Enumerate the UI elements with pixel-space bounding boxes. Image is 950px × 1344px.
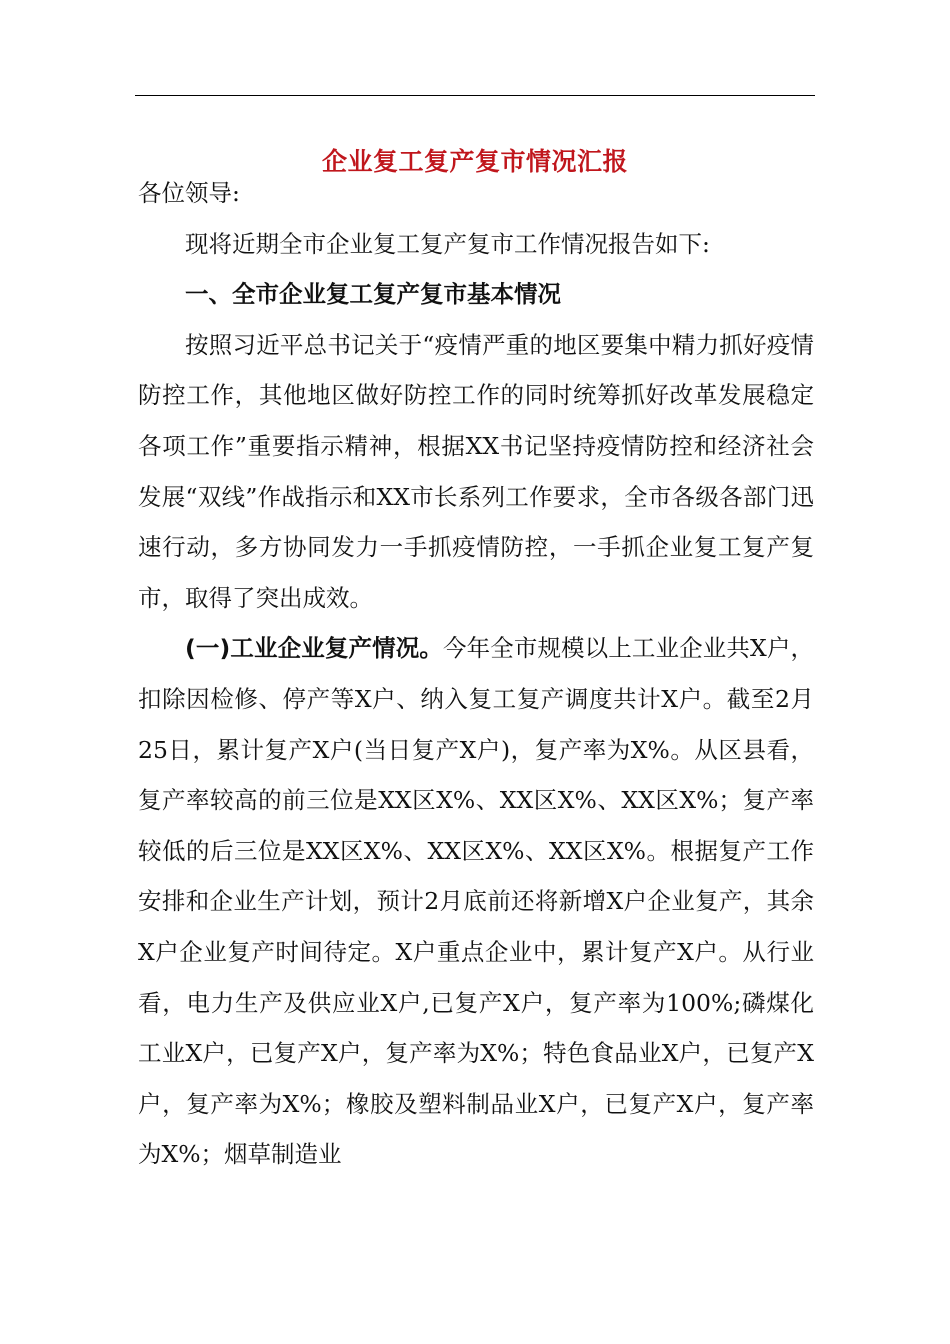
document-title: 企业复工复产复市情况汇报: [321, 147, 628, 176]
section-heading: 一、全市企业复工复产复市基本情况: [185, 280, 561, 309]
document-body: [138, 168, 814, 1180]
section-paragraph: 按照习近平总书记关于“疫情严重的地区要集中精力抓好疫情防控工作，其他地区做好防控工作的同时统筹抓好改革发展稳定各项工作”重要指示精神，根据XX书记坚持疫情防控和经济社会发展“双线”作战指示和XX市长系列工作要求，全市各级各部门迅速行动，多方协同发力一手抓疫情防控，一手抓企业复工复产复市，取得了突出成效。: [138, 330, 814, 612]
salutation: 各位领导:: [138, 179, 240, 207]
intro-paragraph: 现将近期全市企业复工复产复市工作情况报告如下:: [185, 229, 710, 258]
header-rule: [135, 95, 815, 96]
subsection-text: 今年全市规模以上工业企业共X户，扣除因检修、停产等X户、纳入复工复产调度共计X户。截至2月25日，累计复产X户(当日复产X户)，复产率为X%。从区县看，复产率较高的前三位是XX区X%、XX区X%、XX区X%；复产率较低的后三位是XX区X%、XX区X%、XX区X%。根据复产工作安排和企业生产计划，预计2月底前还将新增X户企业复产，其余X户企业复产时间待定。X户重点企业中，累计复产X户。从行业看，电力生产及供应业X户,已复产X户，复产率为100%;磷煤化工业X户，已复产X户，复产率为X%；特色食品业X户，已复产X户，复产率为X%；橡胶及塑料制品业X户，已复产X户，复产率为X%；烟草制造业: [138, 634, 815, 1169]
subsection-paragraph: [138, 623, 814, 1180]
subsection-lead: (一)工业企业复产情况。: [185, 634, 443, 663]
